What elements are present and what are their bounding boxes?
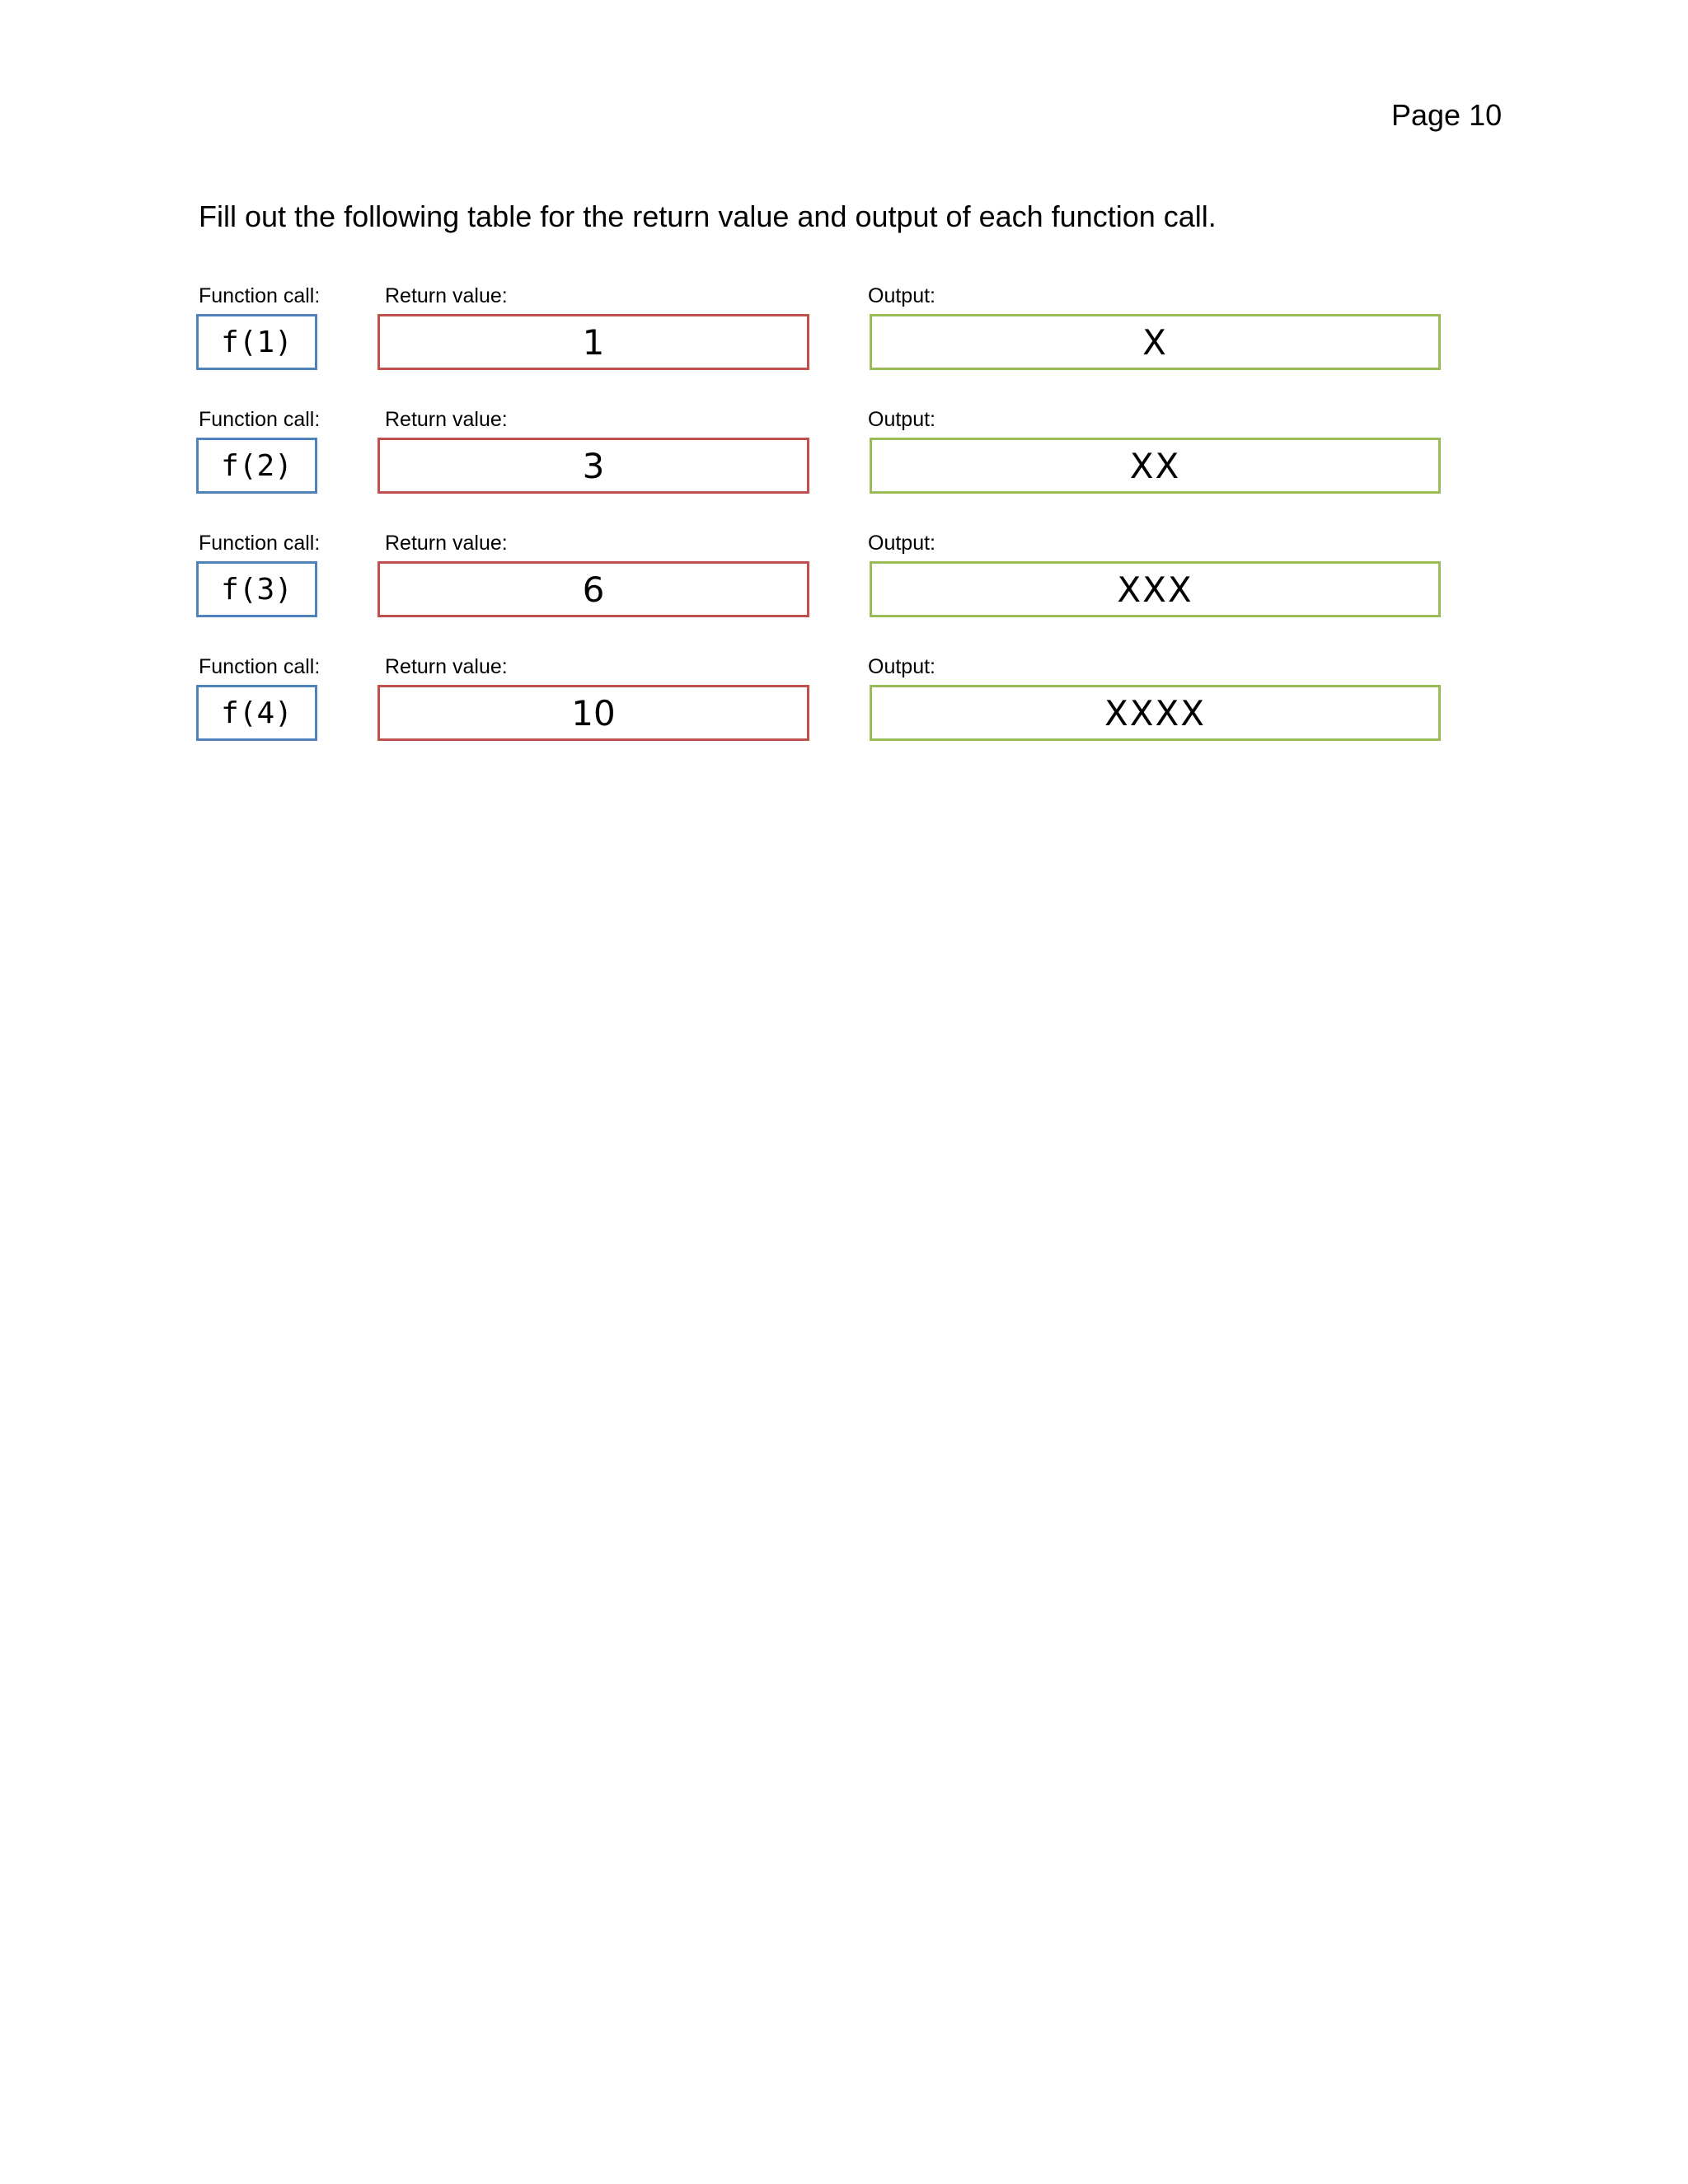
output-field[interactable]: XXXX	[870, 685, 1441, 741]
function-call-box: f(3)	[196, 561, 317, 617]
output-field[interactable]: X	[870, 314, 1441, 370]
return-value-field[interactable]: 1	[377, 314, 809, 370]
output-field[interactable]: XXX	[870, 561, 1441, 617]
table-row	[0, 654, 1688, 778]
return-value-label: Return value:	[385, 532, 508, 555]
output-label: Output:	[868, 284, 935, 307]
return-value-field[interactable]: 10	[377, 685, 809, 741]
function-call-label: Function call:	[199, 532, 321, 555]
return-value-label: Return value:	[385, 655, 508, 678]
table-row	[0, 284, 1688, 407]
page-number: Page 10	[1391, 98, 1503, 132]
function-call-table	[0, 0, 1688, 824]
function-call-label: Function call:	[199, 408, 321, 431]
return-value-field[interactable]: 3	[377, 438, 809, 494]
return-value-label: Return value:	[385, 408, 508, 431]
output-label: Output:	[868, 655, 935, 678]
function-call-label: Function call:	[199, 284, 321, 307]
function-call-label: Function call:	[199, 655, 321, 678]
instruction-text: Fill out the following table for the return value and output of each function call.	[199, 199, 1217, 233]
return-value-label: Return value:	[385, 284, 508, 307]
output-field[interactable]: XX	[870, 438, 1441, 494]
output-label: Output:	[868, 408, 935, 431]
table-row	[0, 531, 1688, 654]
function-call-box: f(2)	[196, 438, 317, 494]
table-row	[0, 407, 1688, 531]
function-call-box: f(4)	[196, 685, 317, 741]
function-call-box: f(1)	[196, 314, 317, 370]
return-value-field[interactable]: 6	[377, 561, 809, 617]
output-label: Output:	[868, 532, 935, 555]
